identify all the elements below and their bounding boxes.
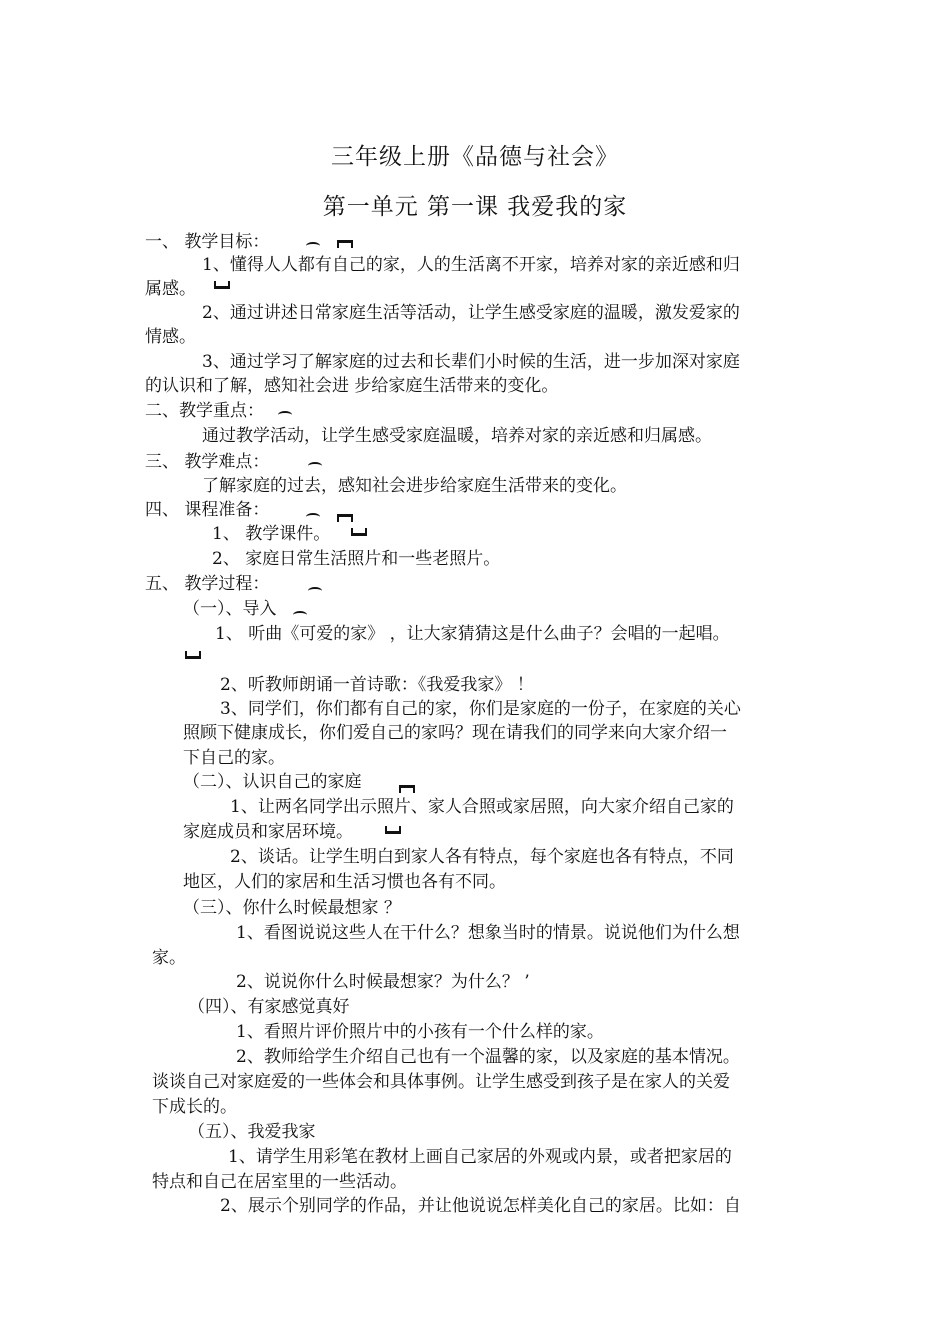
stray-mark-icon — [293, 611, 307, 619]
section-heading: 一、 教学目标： — [145, 232, 270, 252]
paragraph-line: 地区，人们的家居和生活习惯也各有不同。 — [183, 872, 506, 892]
subsection-heading: （四）、有家感觉真好 — [188, 997, 350, 1017]
paragraph-line: 2、谈话。让学生明白到家人各有特点，每个家庭也各有特点，不同 — [230, 847, 734, 867]
paragraph-line: 1、懂得人人都有自己的家，人的生活离不开家，培养对家的亲近感和归 — [202, 255, 740, 275]
paragraph-line: 2、听教师朗诵一首诗歌：《我爱我家》 ！ — [220, 675, 534, 695]
section-heading: 四、 课程准备： — [145, 500, 270, 520]
section-heading: 三、 教学难点： — [145, 452, 270, 472]
section-heading: 五、 教学过程： — [145, 574, 270, 594]
paragraph-line: 下成长的。 — [152, 1097, 237, 1117]
paragraph-line: 照顾下健康成长，你们爱自己的家吗？现在请我们的同学来向大家介绍一 — [183, 723, 727, 743]
paragraph-line: 1、请学生用彩笔在教材上画自己家居的外观或内景，或者把家居的 — [228, 1147, 732, 1167]
paragraph-line: 属感。 — [145, 279, 196, 299]
list-item: 1、 教学课件。 — [212, 524, 331, 544]
paragraph-line: 情感。 — [145, 327, 196, 347]
stray-mark-icon — [278, 411, 292, 419]
paragraph-line: 1、看照片评价照片中的小孩有一个什么样的家。 — [236, 1022, 604, 1042]
stray-mark-icon — [306, 513, 320, 521]
paragraph-line: 2、通过讲述日常家庭生活等活动，让学生感受家庭的温暖，激发爱家的 — [202, 303, 740, 323]
paragraph-line: 特点和自己在居室里的一些活动。 — [152, 1172, 407, 1192]
paragraph-line: 1、让两名同学出示照片、家人合照或家居照，向大家介绍自己家的 — [230, 797, 734, 817]
stray-mark-icon — [337, 514, 353, 522]
paragraph-line: 家庭成员和家居环境。 — [183, 822, 353, 842]
paragraph-line: 3、同学们，你们都有自己的家，你们是家庭的一份子，在家庭的关心 — [220, 699, 741, 719]
subsection-heading: （一）、导入 — [183, 599, 277, 619]
stray-mark-icon — [185, 651, 201, 659]
document-title: 三年级上册《品德与社会》 — [331, 144, 619, 170]
paragraph-line: 1、看图说说这些人在干什么？想象当时的情景。说说他们为什么想 — [236, 923, 740, 943]
paragraph-line: 2、说说你什么时候最想家？为什么？ ’ — [236, 972, 530, 992]
stray-mark-icon — [399, 785, 415, 793]
subsection-heading: （二）、认识自己的家庭 — [183, 772, 362, 792]
paragraph-line: 3、通过学习了解家庭的过去和长辈们小时候的生活，进一步加深对家庭 — [202, 352, 740, 372]
stray-mark-icon — [308, 462, 322, 470]
stray-mark-icon — [308, 587, 322, 595]
stray-mark-icon — [351, 528, 367, 536]
paragraph-line: 下自己的家。 — [183, 748, 285, 768]
section-heading: 二、教学重点： — [145, 401, 264, 421]
paragraph-line: 家。 — [152, 948, 186, 968]
list-item: 2、 家庭日常生活照片和一些老照片。 — [212, 549, 501, 569]
subsection-heading: （五）、我爱我家 — [188, 1122, 316, 1142]
paragraph-line: 2、展示个别同学的作品，并让他说说怎样美化自己的家居。比如：自 — [220, 1196, 741, 1216]
paragraph-line: 1、 听曲《可爱的家》 ，让大家猜猜这是什么曲子？会唱的一起唱。 — [215, 624, 730, 644]
stray-mark-icon — [306, 242, 320, 250]
paragraph-line: 2、教师给学生介绍自己也有一个温馨的家，以及家庭的基本情况。 — [236, 1047, 740, 1067]
stray-mark-icon — [385, 826, 401, 834]
paragraph-line: 的认识和了解，感知社会进 步给家庭生活带来的变化。 — [145, 376, 559, 396]
subsection-heading: （三）、你什么时候最想家 ？ — [183, 898, 401, 918]
paragraph-line: 了解家庭的过去，感知社会进步给家庭生活带来的变化。 — [202, 476, 627, 496]
paragraph-line: 通过教学活动，让学生感受家庭温暖，培养对家的亲近感和归属感。 — [202, 426, 712, 446]
stray-mark-icon — [337, 240, 353, 248]
paragraph-line: 谈谈自己对家庭爱的一些体会和具体事例。让学生感受到孩子是在家人的关爱 — [152, 1072, 730, 1092]
document-subtitle: 第一单元 第一课 我爱我的家 — [322, 194, 628, 220]
stray-mark-icon — [214, 281, 230, 289]
